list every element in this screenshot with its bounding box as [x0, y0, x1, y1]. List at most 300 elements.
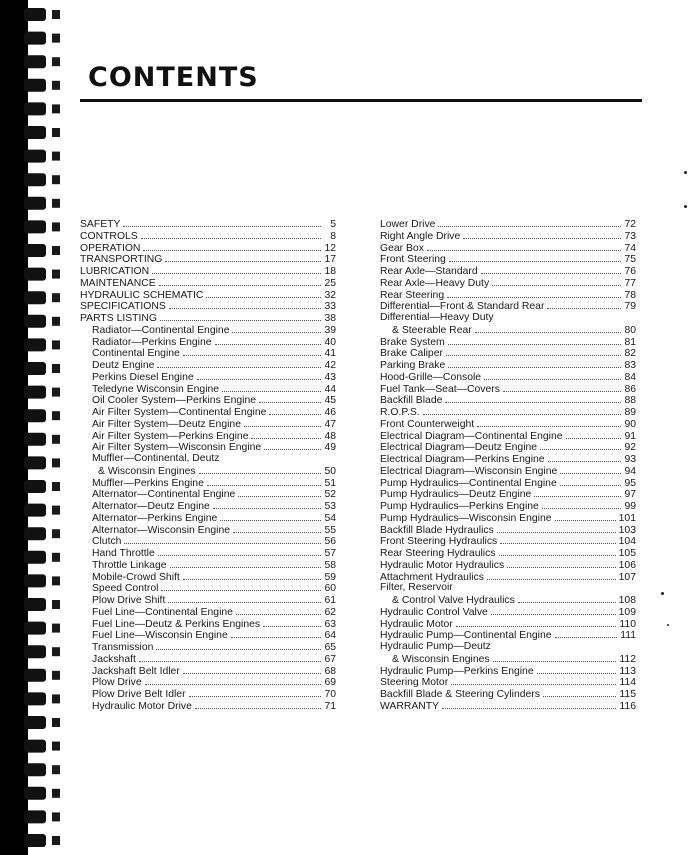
toc-entry-page: 116	[619, 700, 636, 712]
toc-entry	[380, 418, 636, 430]
binding-hole	[52, 482, 60, 491]
toc-leader-dots	[165, 253, 321, 262]
toc-entry-page: 108	[618, 595, 636, 606]
toc-entry	[80, 688, 336, 700]
toc-entry	[80, 653, 336, 665]
toc-entry	[80, 230, 336, 242]
toc-entry	[380, 535, 636, 547]
toc-entry-title: Deutz Engine	[92, 360, 155, 371]
scan-speck	[684, 205, 687, 208]
toc-entry-title: Front Steering	[380, 254, 446, 266]
toc-entry-title: Oil Cooler System—Perkins Engine	[92, 395, 257, 407]
toc-entry-page: 99	[624, 501, 636, 512]
toc-leader-dots	[477, 418, 621, 427]
toc-entry	[380, 324, 636, 336]
toc-entry	[80, 535, 336, 547]
toc-entry-page: 86	[624, 383, 636, 395]
binding-ring	[24, 574, 46, 587]
toc-entry-title: Rear Axle—Heavy Duty	[380, 277, 490, 289]
toc-entry-title: LUBRICATION	[80, 266, 150, 277]
toc-entry-title: Electrical Diagram—Wisconsin Engine	[380, 465, 558, 477]
toc-entry-title: Pump Hydraulics—Wisconsin Engine	[380, 512, 552, 524]
toc-leader-dots	[160, 312, 321, 321]
toc-entry	[380, 265, 636, 277]
toc-leader-dots	[543, 688, 616, 697]
toc-entry	[80, 488, 336, 500]
toc-entry	[380, 242, 636, 254]
toc-entry-page: 111	[620, 630, 636, 642]
toc-entry	[380, 676, 636, 688]
binding-hole	[52, 293, 60, 302]
toc-entry-page: 105	[618, 548, 636, 559]
toc-leader-dots	[123, 218, 321, 227]
binding-hole	[52, 34, 60, 43]
toc-entry	[80, 394, 336, 406]
binding-ring	[24, 79, 46, 92]
toc-leader-dots	[183, 571, 321, 580]
toc-leader-dots	[547, 300, 621, 309]
toc-leader-dots	[231, 629, 321, 638]
binding-hole	[52, 576, 60, 585]
binding-ring	[24, 527, 46, 540]
toc-entry	[380, 359, 636, 371]
toc-entry	[380, 300, 636, 312]
toc-entry	[80, 242, 336, 254]
toc-leader-dots	[238, 488, 321, 497]
toc-entry-title: & Control Valve Hydraulics	[392, 595, 515, 606]
toc-entry-page: 72	[624, 219, 636, 230]
toc-entry-page: 44	[324, 383, 336, 395]
toc-entry-title: CONTROLS	[80, 230, 138, 242]
toc-leader-dots	[189, 688, 321, 697]
toc-entry-page: 115	[619, 689, 636, 700]
toc-leader-dots	[481, 265, 621, 274]
toc-entry	[380, 653, 636, 665]
toc-leader-dots	[168, 594, 321, 603]
toc-entry	[80, 500, 336, 512]
toc-left-column	[80, 218, 336, 712]
toc-entry-page: 55	[324, 524, 336, 536]
binding-hole	[52, 152, 60, 161]
binding-ring	[24, 362, 46, 375]
binding-hole	[52, 81, 60, 90]
page-title: CONTENTS	[88, 62, 259, 93]
toc-leader-dots	[233, 524, 321, 533]
toc-leader-dots	[448, 336, 621, 345]
toc-entry-page: 53	[324, 501, 336, 512]
toc-leader-dots	[264, 441, 321, 450]
toc-entry-title: & Wisconsin Engines	[392, 653, 490, 665]
toc-entry	[80, 324, 336, 336]
toc-entry	[80, 277, 336, 289]
binding-ring	[24, 740, 46, 753]
toc-entry-page: 42	[324, 360, 336, 371]
toc-entry-page: 8	[330, 230, 336, 242]
toc-entry	[380, 629, 636, 641]
toc-right-column	[380, 218, 636, 712]
toc-entry	[380, 500, 636, 512]
toc-leader-dots	[263, 618, 321, 627]
toc-entry-title: Alternator—Wisconsin Engine	[92, 524, 231, 536]
toc-leader-dots	[143, 242, 321, 251]
toc-leader-dots	[555, 512, 616, 521]
toc-leader-dots	[222, 383, 321, 392]
toc-entry-page: 104	[618, 536, 636, 548]
toc-leader-dots	[259, 394, 321, 403]
toc-leader-dots	[542, 500, 621, 509]
toc-entry	[80, 253, 336, 265]
binding-ring	[24, 409, 46, 422]
toc-entry	[80, 265, 336, 277]
toc-entry-page: 101	[618, 512, 636, 524]
toc-entry	[80, 559, 336, 571]
spiral-binding	[0, 0, 75, 855]
toc-entry	[80, 465, 336, 477]
scan-speck	[684, 171, 687, 174]
toc-entry-title: PARTS LISTING	[80, 313, 157, 324]
toc-entry-page: 5	[330, 219, 336, 230]
binding-hole	[52, 199, 60, 208]
toc-entry	[80, 383, 336, 395]
toc-entry	[380, 618, 636, 630]
toc-entry	[380, 524, 636, 536]
toc-entry-page: 114	[619, 677, 636, 689]
binding-hole	[52, 647, 60, 656]
toc-leader-dots	[232, 324, 321, 333]
toc-entry-page: 50	[324, 465, 336, 477]
binding-ring	[24, 834, 46, 847]
toc-entry-page: 69	[324, 677, 336, 689]
toc-entry	[380, 230, 636, 242]
toc-entry-page: 65	[324, 642, 336, 653]
toc-leader-dots	[183, 665, 321, 674]
toc-entry-page: 90	[624, 418, 636, 430]
toc-entry	[380, 336, 636, 348]
toc-leader-dots	[206, 289, 321, 298]
toc-entry-page: 63	[324, 618, 336, 630]
toc-entry-title: Muffler—Perkins Engine	[92, 477, 204, 489]
toc-entry-title: Brake Caliper	[380, 348, 443, 360]
toc-entry-page: 110	[619, 618, 636, 630]
toc-entry-title: Lower Drive	[380, 219, 436, 230]
toc-entry-page: 81	[624, 336, 636, 348]
toc-leader-dots	[446, 347, 621, 356]
binding-ring	[24, 32, 46, 45]
binding-hole	[52, 812, 60, 821]
binding-hole	[52, 529, 60, 538]
toc-entry-title: Fuel Line—Wisconsin Engine	[92, 630, 228, 642]
toc-entry	[380, 218, 636, 230]
binding-hole	[52, 340, 60, 349]
toc-entry-page: 80	[624, 324, 636, 336]
toc-entry-title: Alternator—Continental Engine	[92, 489, 236, 501]
toc-entry	[380, 277, 636, 289]
toc-entry-page: 84	[624, 371, 636, 383]
toc-entry-title: Rear Steering Hydraulics	[380, 548, 496, 559]
toc-entry-title: Right Angle Drive	[380, 230, 461, 242]
toc-entry	[380, 465, 636, 477]
toc-entry-page: 64	[324, 630, 336, 642]
binding-hole	[52, 246, 60, 255]
toc-entry-title: Front Counterweight	[380, 418, 475, 430]
binding-ring	[24, 220, 46, 233]
toc-entry-page: 32	[324, 289, 336, 301]
toc-entry-title: Pump Hydraulics—Perkins Engine	[380, 501, 539, 512]
toc-leader-dots	[540, 441, 621, 450]
toc-entry-page: 61	[324, 595, 336, 606]
toc-entry-title: OPERATION	[80, 242, 141, 254]
toc-entry-title: Gear Box	[380, 242, 424, 254]
toc-entry-page: 67	[324, 653, 336, 665]
toc-leader-dots	[199, 465, 321, 474]
toc-entry-title: Radiator—Continental Engine	[92, 324, 230, 336]
toc-entry-title: Attachment Hydraulics	[380, 571, 484, 583]
toc-entry	[80, 312, 336, 324]
toc-entry-title: Differential—Front & Standard Rear	[380, 301, 545, 313]
toc-entry-title: TRANSPORTING	[80, 254, 163, 266]
toc-entry-title: Fuel Line—Deutz & Perkins Engines	[92, 618, 261, 630]
toc-leader-dots	[493, 653, 617, 662]
toc-entry-page: 43	[324, 371, 336, 383]
binding-ring	[24, 150, 46, 163]
toc-leader-dots	[423, 406, 621, 415]
toc-leader-dots	[220, 512, 321, 521]
toc-entry-page: 113	[619, 665, 636, 677]
toc-entry-page: 107	[618, 571, 636, 583]
toc-leader-dots	[499, 547, 616, 556]
toc-entry-page: 103	[618, 524, 636, 536]
binding-hole	[52, 836, 60, 845]
toc-entry-page: 68	[324, 665, 336, 677]
toc-entry-page: 97	[624, 489, 636, 501]
toc-entry-page: 12	[324, 242, 336, 254]
toc-entry-page: 75	[624, 254, 636, 266]
toc-entry	[80, 547, 336, 559]
binding-ring	[24, 126, 46, 139]
toc-entry-page: 49	[324, 442, 336, 454]
toc-leader-dots	[124, 535, 321, 544]
toc-entry-title: Hydraulic Motor Hydraulics	[380, 559, 505, 571]
toc-leader-dots	[215, 336, 321, 345]
binding-ring	[24, 810, 46, 823]
toc-entry	[380, 453, 636, 465]
toc-entry	[380, 394, 636, 406]
toc-leader-dots	[207, 477, 321, 486]
toc-entry	[80, 524, 336, 536]
toc-entry	[80, 406, 336, 418]
binding-hole	[52, 742, 60, 751]
toc-leader-dots	[548, 453, 621, 462]
toc-entry-title: Perkins Diesel Engine	[92, 371, 194, 383]
toc-entry-title: Throttle Linkage	[92, 559, 167, 571]
toc-leader-dots	[156, 641, 321, 650]
toc-entry-title: Rear Axle—Standard	[380, 266, 478, 277]
binding-ring	[24, 622, 46, 635]
toc-entry	[80, 347, 336, 359]
toc-leader-dots	[161, 582, 321, 591]
toc-leader-dots	[475, 324, 621, 333]
toc-leader-dots	[169, 300, 321, 309]
toc-leader-dots	[503, 383, 621, 392]
binding-hole	[52, 364, 60, 373]
toc-entry	[80, 289, 336, 301]
toc-leader-dots	[445, 394, 621, 403]
toc-entry-title: Continental Engine	[92, 348, 180, 360]
toc-entry	[80, 665, 336, 677]
toc-leader-dots	[269, 406, 321, 415]
binding-hole	[52, 765, 60, 774]
toc-entry-page: 112	[619, 653, 636, 665]
binding-hole	[52, 388, 60, 397]
toc-entry-page: 94	[624, 465, 636, 477]
toc-leader-dots	[438, 218, 621, 227]
toc-entry-title: Mobile-Crowd Shift	[92, 571, 180, 583]
toc-entry-title: Air Filter System—Perkins Engine	[92, 430, 249, 442]
toc-entry-title: Speed Control	[92, 583, 159, 595]
toc-entry-page: 91	[624, 430, 636, 442]
toc-leader-dots	[213, 500, 321, 509]
binding-ring	[24, 338, 46, 351]
toc-leader-dots	[139, 653, 321, 662]
binding-hole	[52, 317, 60, 326]
toc-entry	[380, 571, 636, 583]
toc-entry	[380, 547, 636, 559]
binding-hole	[52, 104, 60, 113]
toc-leader-dots	[497, 524, 616, 533]
toc-leader-dots	[236, 606, 321, 615]
toc-entry-title: Transmission	[92, 642, 154, 653]
toc-entry-page: 79	[624, 301, 636, 313]
toc-entry-page: 76	[624, 266, 636, 277]
binding-ring	[24, 386, 46, 399]
toc-leader-dots	[537, 665, 617, 674]
toc-leader-dots	[141, 230, 321, 239]
toc-entry-page: 38	[324, 313, 336, 324]
toc-entry-title: Air Filter System—Deutz Engine	[92, 418, 241, 430]
toc-entry	[380, 371, 636, 383]
toc-leader-dots	[442, 700, 616, 709]
toc-entry-title: Electrical Diagram—Perkins Engine	[380, 454, 545, 465]
toc-entry-title: & Wisconsin Engines	[98, 465, 196, 477]
binding-ring	[24, 692, 46, 705]
toc-entry-page: 18	[324, 266, 336, 277]
scan-speck	[667, 624, 669, 626]
toc-entry-title: Teledyne Wisconsin Engine	[92, 383, 220, 395]
toc-entry-title: Air Filter System—Continental Engine	[92, 407, 267, 418]
binding-ring	[24, 551, 46, 564]
toc-entry-page: 54	[324, 512, 336, 524]
binding-hole	[52, 57, 60, 66]
toc-entry	[80, 477, 336, 489]
toc-entry-page: 51	[324, 477, 336, 489]
toc-entry-title: Differential—Heavy Duty	[380, 312, 494, 323]
toc-entry-title: Alternator—Deutz Engine	[92, 501, 210, 512]
toc-entry	[380, 512, 636, 524]
toc-leader-dots	[195, 700, 321, 709]
toc-entry-title: Backfill Blade	[380, 395, 443, 407]
toc-entry-page: 95	[624, 477, 636, 489]
toc-entry-page: 25	[324, 277, 336, 289]
binding-ring	[24, 598, 46, 611]
toc-entry	[80, 582, 336, 594]
toc-leader-dots	[560, 465, 621, 474]
toc-entry-page: 106	[618, 559, 636, 571]
toc-leader-dots	[566, 430, 621, 439]
toc-entry-page: 56	[324, 536, 336, 548]
binding-ring	[24, 669, 46, 682]
toc-leader-dots	[492, 277, 621, 286]
binding-ring	[24, 480, 46, 493]
toc-entry-title: SAFETY	[80, 219, 121, 230]
toc-entry	[80, 336, 336, 348]
toc-entry-title: Hood-Grille—Console	[380, 371, 482, 383]
toc-entry-page: 45	[324, 395, 336, 407]
toc-entry-title: Alternator—Perkins Engine	[92, 512, 218, 524]
binding-hole	[52, 458, 60, 467]
binding-hole	[52, 435, 60, 444]
toc-leader-dots	[456, 618, 617, 627]
binding-ring	[24, 8, 46, 21]
binding-hole	[52, 553, 60, 562]
toc-entry-page: 82	[624, 348, 636, 360]
toc-entry-page: 47	[324, 418, 336, 430]
binding-ring	[24, 291, 46, 304]
scan-speck	[661, 592, 664, 595]
toc-entry-title: Hydraulic Pump—Perkins Engine	[380, 665, 534, 677]
binding-ring	[24, 244, 46, 257]
toc-entry	[380, 441, 636, 453]
toc-entry	[380, 347, 636, 359]
toc-leader-dots	[251, 430, 321, 439]
toc-leader-dots	[152, 265, 321, 274]
toc-entry	[380, 253, 636, 265]
toc-leader-dots	[555, 629, 618, 638]
binding-hole	[52, 128, 60, 137]
toc-entry	[80, 371, 336, 383]
toc-entry-title: Hydraulic Pump—Deutz	[380, 641, 491, 652]
toc-entry	[380, 488, 636, 500]
toc-entry	[80, 676, 336, 688]
binding-ring	[24, 787, 46, 800]
toc-leader-dots	[244, 418, 321, 427]
toc-entry-title: Parking Brake	[380, 360, 446, 371]
toc-leader-dots	[197, 371, 321, 380]
binding-ring	[24, 763, 46, 776]
toc-entry-title: Jackshaft	[92, 653, 136, 665]
toc-entry-title: Plow Drive Belt Idler	[92, 689, 186, 700]
toc-entry	[80, 618, 336, 630]
toc-entry-title: Hydraulic Control Valve	[380, 606, 488, 618]
toc-leader-dots	[159, 277, 321, 286]
toc-entry-title: HYDRAULIC SCHEMATIC	[80, 289, 204, 301]
toc-leader-dots	[451, 676, 616, 685]
binding-ring	[24, 268, 46, 281]
toc-entry	[80, 218, 336, 230]
toc-entry	[80, 629, 336, 641]
toc-leader-dots	[463, 230, 621, 239]
toc-entry-page: 62	[324, 606, 336, 618]
binding-ring	[24, 645, 46, 658]
binding-spine	[0, 0, 28, 855]
toc-entry-title: Muffler—Continental, Deutz	[92, 453, 220, 464]
toc-entry-page: 93	[624, 454, 636, 465]
toc-entry	[380, 406, 636, 418]
toc-entry	[80, 430, 336, 442]
binding-ring	[24, 433, 46, 446]
toc-entry-page: 78	[624, 289, 636, 301]
toc-entry	[380, 582, 636, 594]
toc-leader-dots	[427, 242, 621, 251]
